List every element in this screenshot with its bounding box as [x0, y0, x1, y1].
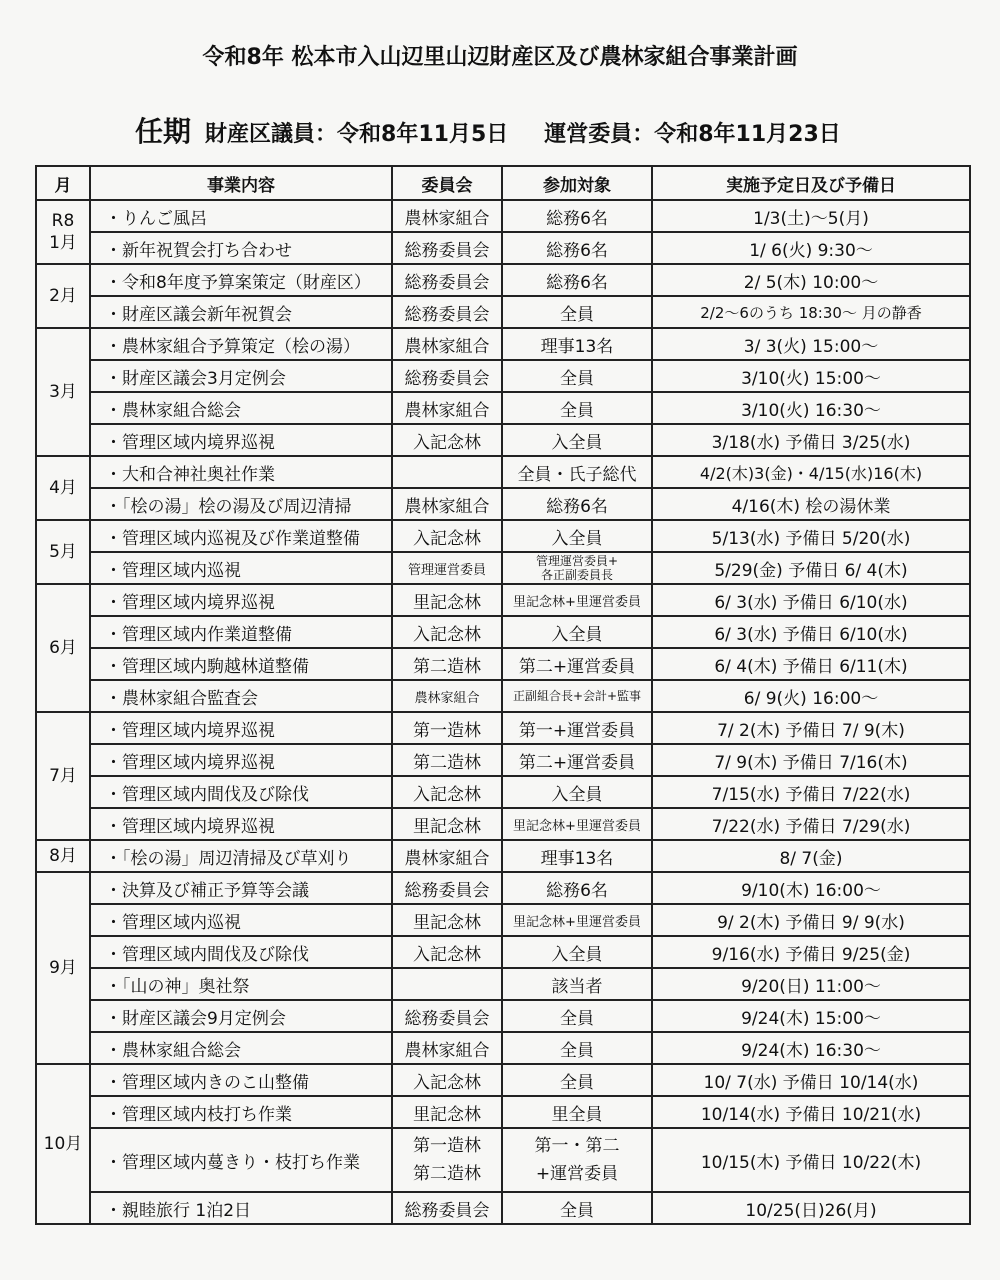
activity-cell: ・管理区域内境界巡視	[90, 808, 392, 840]
participants-cell: 総務6名	[502, 232, 652, 264]
date-cell: 5/13(水) 予備日 5/20(水)	[652, 520, 970, 552]
participants-cell: 入全員	[502, 936, 652, 968]
date-cell: 4/16(木) 桧の湯休業	[652, 488, 970, 520]
participants-cell: 全員	[502, 1192, 652, 1224]
participants-cell: 第二+運営委員	[502, 744, 652, 776]
date-cell: 3/18(水) 予備日 3/25(水)	[652, 424, 970, 456]
date-cell: 9/20(日) 11:00～	[652, 968, 970, 1000]
activity-cell: ・新年祝賀会打ち合わせ	[90, 232, 392, 264]
table-row	[36, 360, 970, 392]
activity-cell: ・「桧の湯」周辺清掃及び草刈り	[90, 840, 392, 872]
activity-cell: ・管理区域内間伐及び除伐	[90, 776, 392, 808]
date-cell: 10/15(木) 予備日 10/22(木)	[652, 1128, 970, 1192]
activity-cell: ・管理区域内蔓きり・枝打ち作業	[90, 1128, 392, 1192]
month-cell: 3月	[36, 328, 90, 456]
committee-line: 第二造林	[413, 1164, 481, 1184]
date-cell: 1/3(土)～5(月)	[652, 200, 970, 232]
header-participants: 参加対象	[502, 166, 652, 200]
date-cell: 2/ 5(木) 10:00～	[652, 264, 970, 296]
participants-cell: 該当者	[502, 968, 652, 1000]
committee-cell: 農林家組合	[392, 200, 502, 232]
activity-cell: ・財産区議会3月定例会	[90, 360, 392, 392]
activity-cell: ・りんご風呂	[90, 200, 392, 232]
activity-cell: ・親睦旅行 1泊2日	[90, 1192, 392, 1224]
activity-cell: ・農林家組合予算策定（桧の湯）	[90, 328, 392, 360]
table-row	[36, 552, 970, 584]
participants-cell: 総務6名	[502, 264, 652, 296]
table-row	[36, 904, 970, 936]
activity-cell: ・管理区域内巡視及び作業道整備	[90, 520, 392, 552]
date-cell: 9/24(木) 16:30～	[652, 1032, 970, 1064]
activity-cell: ・令和8年度予算案策定（財産区）	[90, 264, 392, 296]
month-cell: 10月	[36, 1064, 90, 1224]
committee-cell	[392, 968, 502, 1000]
participants-line: 各正副委員長	[540, 568, 613, 582]
committee-cell: 里記念林	[392, 904, 502, 936]
committee-cell: 入記念林	[392, 616, 502, 648]
committee-cell: 里記念林	[392, 808, 502, 840]
month-cell: 6月	[36, 584, 90, 712]
table-row	[36, 776, 970, 808]
table-row	[36, 1128, 970, 1192]
activity-cell: ・管理区域内間伐及び除伐	[90, 936, 392, 968]
month-cell: 8月	[36, 840, 90, 872]
participants-cell: 里記念林+里運営委員	[502, 808, 652, 840]
participants-cell: 正副組合長+会計+監事	[502, 680, 652, 712]
participants-cell: 里全員	[502, 1096, 652, 1128]
participants-cell: 全員	[502, 296, 652, 328]
activity-cell: ・大和合神社奥社作業	[90, 456, 392, 488]
committee-cell: 第二造林	[392, 648, 502, 680]
committee-cell: 管理運営委員	[392, 552, 502, 584]
table-row	[36, 520, 970, 552]
date-cell: 2/2～6のうち 18:30～ 月の静香	[652, 296, 970, 328]
participants-cell: 総務6名	[502, 200, 652, 232]
committee-cell: 農林家組合	[392, 840, 502, 872]
header-date: 実施予定日及び予備日	[652, 166, 970, 200]
committee-cell: 農林家組合	[392, 680, 502, 712]
month-cell: 9月	[36, 872, 90, 1064]
table-row	[36, 232, 970, 264]
date-cell: 7/22(水) 予備日 7/29(水)	[652, 808, 970, 840]
activity-cell: ・財産区議会新年祝賀会	[90, 296, 392, 328]
date-cell: 9/10(木) 16:00～	[652, 872, 970, 904]
table-row	[36, 840, 970, 872]
header-activity: 事業内容	[90, 166, 392, 200]
table-row	[36, 1032, 970, 1064]
table-row	[36, 680, 970, 712]
participants-cell: 全員	[502, 360, 652, 392]
date-cell: 7/ 9(木) 予備日 7/16(木)	[652, 744, 970, 776]
committee-cell: 農林家組合	[392, 1032, 502, 1064]
table-row	[36, 968, 970, 1000]
table-row	[36, 1192, 970, 1224]
participants-cell	[502, 1128, 652, 1192]
activity-cell: ・管理区域内作業道整備	[90, 616, 392, 648]
participants-cell: 全員	[502, 392, 652, 424]
table-row	[36, 200, 970, 232]
committee-cell: 入記念林	[392, 424, 502, 456]
participants-line: +運営委員	[535, 1164, 619, 1184]
table-row	[36, 744, 970, 776]
committee-cell: 農林家組合	[392, 392, 502, 424]
date-cell: 6/ 9(火) 16:00～	[652, 680, 970, 712]
committee-cell: 第一造林	[392, 712, 502, 744]
participants-cell: 理事13名	[502, 328, 652, 360]
date-cell: 5/29(金) 予備日 6/ 4(木)	[652, 552, 970, 584]
month-cell: 4月	[36, 456, 90, 520]
participants-line: 管理運営委員+	[535, 554, 619, 568]
activity-cell: ・管理区域内境界巡視	[90, 424, 392, 456]
committee-cell: 里記念林	[392, 1096, 502, 1128]
term-line	[135, 110, 841, 150]
committee-cell: 総務委員会	[392, 1192, 502, 1224]
date-cell: 4/2(木)3(金)・4/15(水)16(木)	[652, 456, 970, 488]
month-cell: R8 1月	[36, 200, 90, 264]
committee-cell: 入記念林	[392, 776, 502, 808]
committee-cell: 入記念林	[392, 520, 502, 552]
date-cell: 6/ 4(木) 予備日 6/11(木)	[652, 648, 970, 680]
committee-cell: 総務委員会	[392, 1000, 502, 1032]
activity-cell: ・決算及び補正予算等会議	[90, 872, 392, 904]
date-cell: 3/ 3(火) 15:00～	[652, 328, 970, 360]
date-cell: 1/ 6(火) 9:30～	[652, 232, 970, 264]
activity-cell: ・管理区域内境界巡視	[90, 744, 392, 776]
activity-cell: ・管理区域内巡視	[90, 904, 392, 936]
committee-cell: 総務委員会	[392, 360, 502, 392]
participants-cell: 総務6名	[502, 872, 652, 904]
document-title: 令和8年 松本市入山辺里山辺財産区及び農林家組合事業計画	[202, 45, 798, 70]
participants-cell: 入全員	[502, 776, 652, 808]
participants-cell: 里記念林+里運営委員	[502, 584, 652, 616]
committee-cell: 第二造林	[392, 744, 502, 776]
table-row	[36, 1000, 970, 1032]
participants-cell: 第一+運営委員	[502, 712, 652, 744]
date-cell: 10/25(日)26(月)	[652, 1192, 970, 1224]
date-cell: 7/ 2(木) 予備日 7/ 9(木)	[652, 712, 970, 744]
term-label: 任期	[135, 115, 192, 148]
activity-cell: ・財産区議会9月定例会	[90, 1000, 392, 1032]
activity-cell: ・管理区域内枝打ち作業	[90, 1096, 392, 1128]
date-cell: 9/24(木) 15:00～	[652, 1000, 970, 1032]
participants-cell: 全員	[502, 1064, 652, 1096]
participants-cell: 里記念林+里運営委員	[502, 904, 652, 936]
table-row	[36, 584, 970, 616]
date-cell: 6/ 3(水) 予備日 6/10(水)	[652, 616, 970, 648]
date-cell: 8/ 7(金)	[652, 840, 970, 872]
date-cell: 10/14(水) 予備日 10/21(水)	[652, 1096, 970, 1128]
participants-cell: 入全員	[502, 424, 652, 456]
date-cell: 7/15(水) 予備日 7/22(水)	[652, 776, 970, 808]
table-row	[36, 1064, 970, 1096]
table-row	[36, 424, 970, 456]
table-row	[36, 264, 970, 296]
schedule-table	[35, 165, 971, 1225]
table-row	[36, 296, 970, 328]
participants-cell: 全員	[502, 1000, 652, 1032]
table-row	[36, 328, 970, 360]
date-cell: 3/10(火) 16:30～	[652, 392, 970, 424]
participants-line: 第一・第二	[534, 1136, 620, 1156]
committee-cell: 里記念林	[392, 584, 502, 616]
participants-cell: 入全員	[502, 616, 652, 648]
table-row	[36, 712, 970, 744]
term-committee: 運営委員：令和8年11月23日	[544, 122, 841, 147]
activity-cell: ・農林家組合監査会	[90, 680, 392, 712]
activity-cell: ・管理区域内巡視	[90, 552, 392, 584]
month-cell: 5月	[36, 520, 90, 584]
participants-cell: 総務6名	[502, 488, 652, 520]
table-row	[36, 456, 970, 488]
committee-cell: 総務委員会	[392, 232, 502, 264]
committee-cell: 入記念林	[392, 1064, 502, 1096]
participants-cell	[502, 552, 652, 584]
header-committee: 委員会	[392, 166, 502, 200]
table-row	[36, 936, 970, 968]
term-council: 財産区議員：令和8年11月5日	[205, 122, 509, 147]
activity-cell: ・管理区域内駒越林道整備	[90, 648, 392, 680]
participants-cell: 全員・氏子総代	[502, 456, 652, 488]
participants-cell: 全員	[502, 1032, 652, 1064]
date-cell: 6/ 3(水) 予備日 6/10(水)	[652, 584, 970, 616]
month-cell: 2月	[36, 264, 90, 328]
table-row	[36, 616, 970, 648]
header-month: 月	[36, 166, 90, 200]
table-row	[36, 392, 970, 424]
activity-cell: ・「山の神」奥社祭	[90, 968, 392, 1000]
date-cell: 10/ 7(水) 予備日 10/14(水)	[652, 1064, 970, 1096]
activity-cell: ・「桧の湯」桧の湯及び周辺清掃	[90, 488, 392, 520]
committee-line: 第一造林	[413, 1136, 481, 1156]
table-row	[36, 872, 970, 904]
participants-cell: 入全員	[502, 520, 652, 552]
committee-cell	[392, 1128, 502, 1192]
table-row	[36, 1096, 970, 1128]
activity-cell: ・農林家組合総会	[90, 1032, 392, 1064]
participants-cell: 第二+運営委員	[502, 648, 652, 680]
date-cell: 9/16(水) 予備日 9/25(金)	[652, 936, 970, 968]
committee-cell: 総務委員会	[392, 264, 502, 296]
participants-cell: 理事13名	[502, 840, 652, 872]
activity-cell: ・管理区域内境界巡視	[90, 584, 392, 616]
activity-cell: ・管理区域内きのこ山整備	[90, 1064, 392, 1096]
committee-cell	[392, 456, 502, 488]
committee-cell: 農林家組合	[392, 328, 502, 360]
committee-cell: 農林家組合	[392, 488, 502, 520]
table-row	[36, 488, 970, 520]
month-cell: 7月	[36, 712, 90, 840]
activity-cell: ・農林家組合総会	[90, 392, 392, 424]
date-cell: 9/ 2(木) 予備日 9/ 9(水)	[652, 904, 970, 936]
date-cell: 3/10(火) 15:00～	[652, 360, 970, 392]
table-row	[36, 648, 970, 680]
table-header-row	[36, 166, 970, 200]
table-row	[36, 808, 970, 840]
committee-cell: 総務委員会	[392, 872, 502, 904]
committee-cell: 入記念林	[392, 936, 502, 968]
committee-cell: 総務委員会	[392, 296, 502, 328]
activity-cell: ・管理区域内境界巡視	[90, 712, 392, 744]
